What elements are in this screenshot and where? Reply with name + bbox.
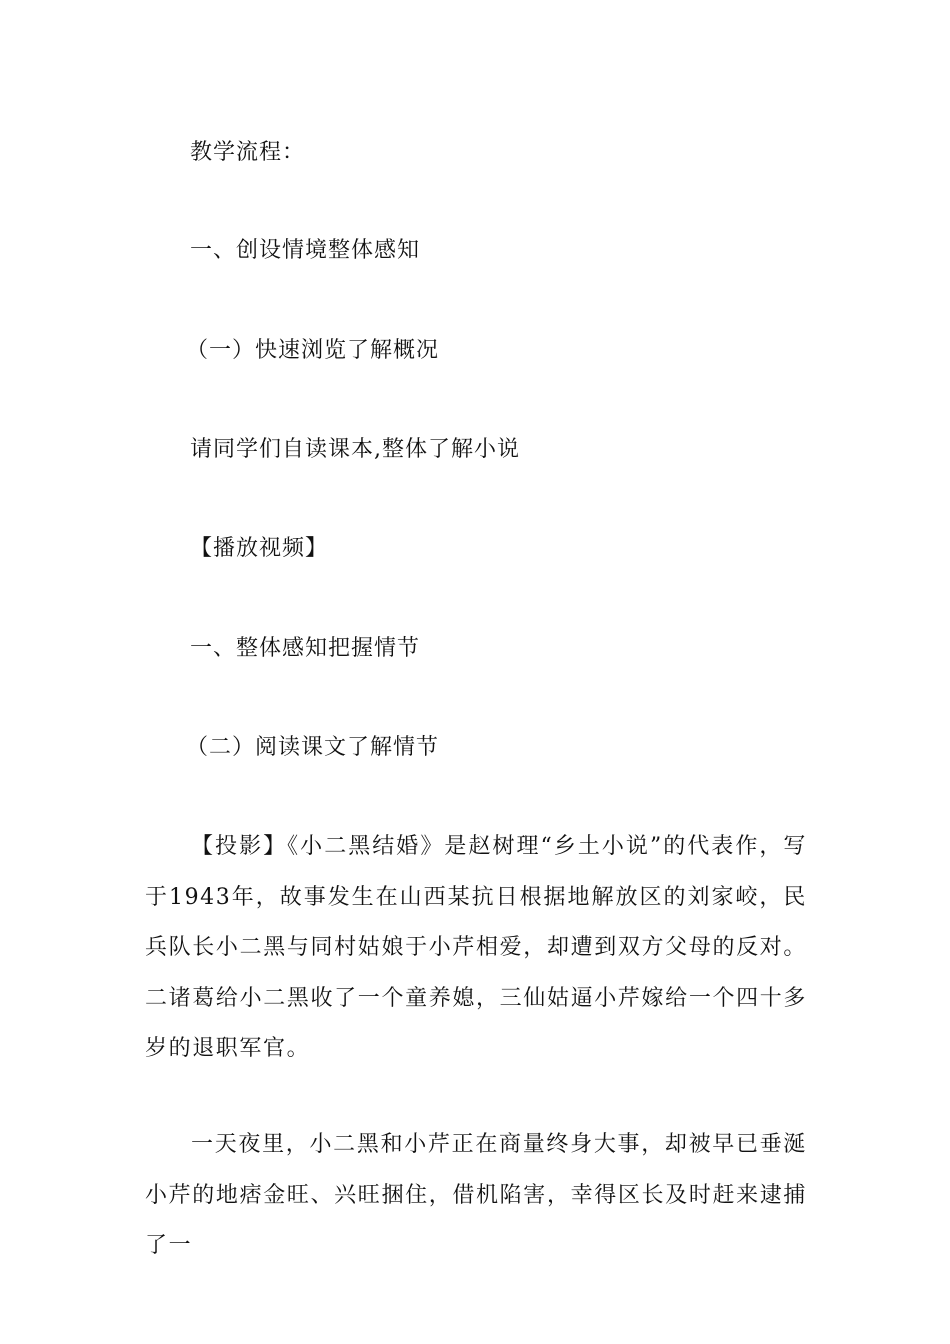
subsection-title-2: （二）阅读课文了解情节 — [186, 735, 440, 760]
body-paragraph-2: 一天夜里，小二黑和小芹正在商量终身大事，却被早已垂涎小芹的地痞金旺、兴旺捆住，借机陷害，幸得区长及时赶来逮捕了一 — [145, 1132, 807, 1258]
instruction-text: 请同学们自读课本,整体了解小说 — [190, 437, 520, 462]
section-title-2: 一、整体感知把握情节 — [190, 636, 421, 661]
heading-teaching-flow: 教学流程： — [190, 140, 306, 165]
body-paragraph-1: 【投影】《小二黑结婚》是赵树理“乡土小说”的代表作，写于1943年，故事发生在山西某抗日根据地解放区的刘家峧，民兵队长小二黑与同村姑娘于小芹相爱，却遭到双方父母的反对。二诸葛给小二黑收了一个童养媳，三仙姑逼小芹嫁给一个四十多岁的退职军官。 — [145, 834, 807, 1061]
video-note: 【播放视频】 — [190, 536, 329, 561]
subsection-title-1: （一）快速浏览了解概况 — [186, 338, 440, 363]
section-title-1: 一、创设情境整体感知 — [190, 238, 421, 263]
